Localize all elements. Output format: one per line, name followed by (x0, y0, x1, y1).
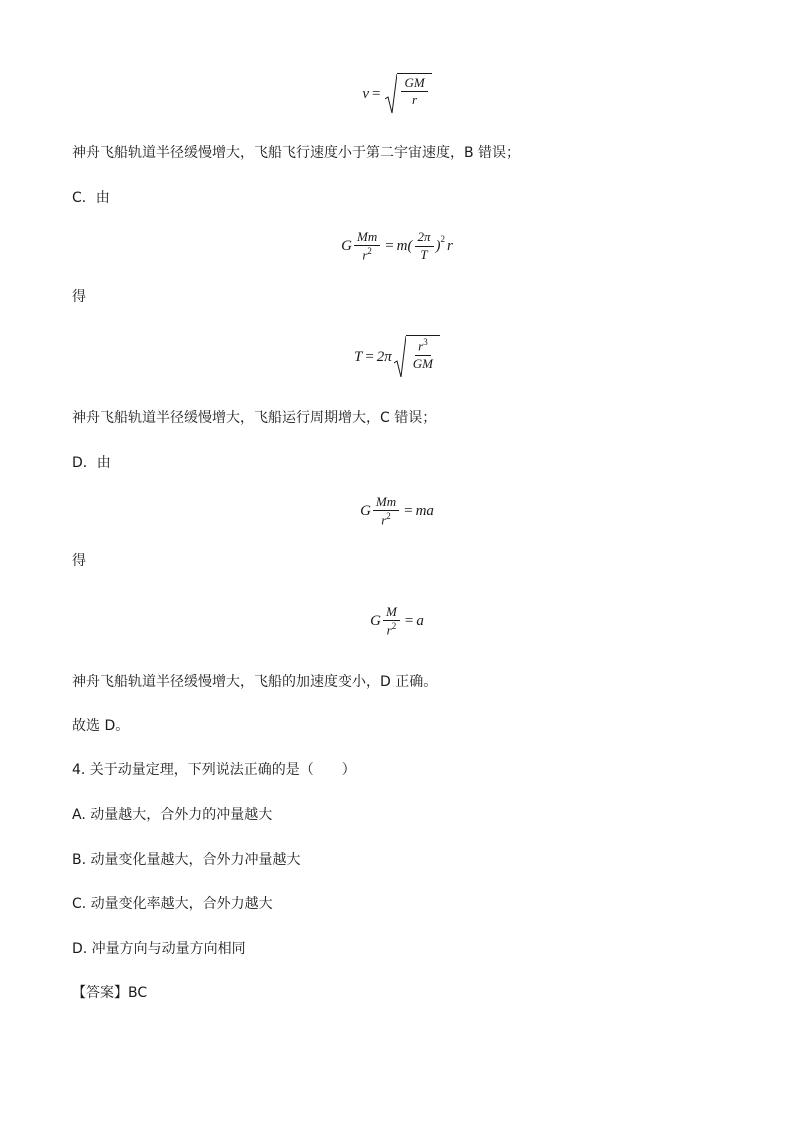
text-line: 神舟飞船轨道半径缓慢增大，飞船的加速度变小，D 正确。 (72, 674, 438, 690)
formula-velocity (0, 72, 794, 116)
formula-equals: = (371, 85, 381, 102)
text-line: 故选 D。 (72, 718, 130, 734)
option-c: C. 动量变化率越大，合外力越大 (72, 896, 273, 912)
formula-period-equation: G $\frac{Mm}{r^2}$ = m( $\frac{2\pi}{T}$ ) $^2$ r (341, 228, 453, 263)
answer-label: 【答案】 (72, 985, 128, 1001)
fraction: $\frac{Mm}{r^2}$ (354, 230, 380, 263)
formula-period: T = 2π $\frac{r^3}{GM}$ (0, 334, 794, 380)
sqrt-sign (394, 335, 440, 379)
formula-acceleration-equation: G $\frac{Mm}{r^2}$ = ma (360, 493, 434, 528)
option-a: A. 动量越大，合外力的冲量越大 (72, 807, 273, 823)
text-line: 得 (72, 553, 86, 569)
fraction: $\frac{M}{r^2}$ (383, 605, 400, 638)
fraction: $\frac{Mm}{r^2}$ (373, 495, 399, 528)
option-b: B. 动量变化量越大，合外力冲量越大 (72, 852, 301, 868)
option-d: D. 冲量方向与动量方向相同 (72, 941, 246, 957)
question-stem: 4. 关于动量定理，下列说法正确的是（ ） (72, 762, 356, 778)
text-line: 神舟飞船轨道半径缓慢增大，飞船飞行速度小于第二宇宙速度，B 错误； (72, 145, 521, 161)
fraction: $\frac{r^3}{GM}$ (412, 337, 434, 371)
answer-value: BC (128, 985, 148, 1001)
answer (72, 983, 147, 1003)
sqrt-sign (385, 73, 431, 115)
fraction: $\frac{GM}{r}$ (401, 76, 427, 108)
text-line: 神舟飞船轨道半径缓慢增大，飞船运行周期增大，C 错误； (72, 410, 437, 426)
text-line: C．由 (72, 190, 110, 206)
formula-var-v: v (362, 85, 369, 102)
formula-acceleration: G $\frac{M}{r^2}$ = a (370, 603, 424, 638)
fraction: $\frac{2\pi}{T}$ (415, 230, 434, 262)
text-line: D．由 (72, 455, 111, 471)
text-line: 得 (72, 289, 86, 305)
